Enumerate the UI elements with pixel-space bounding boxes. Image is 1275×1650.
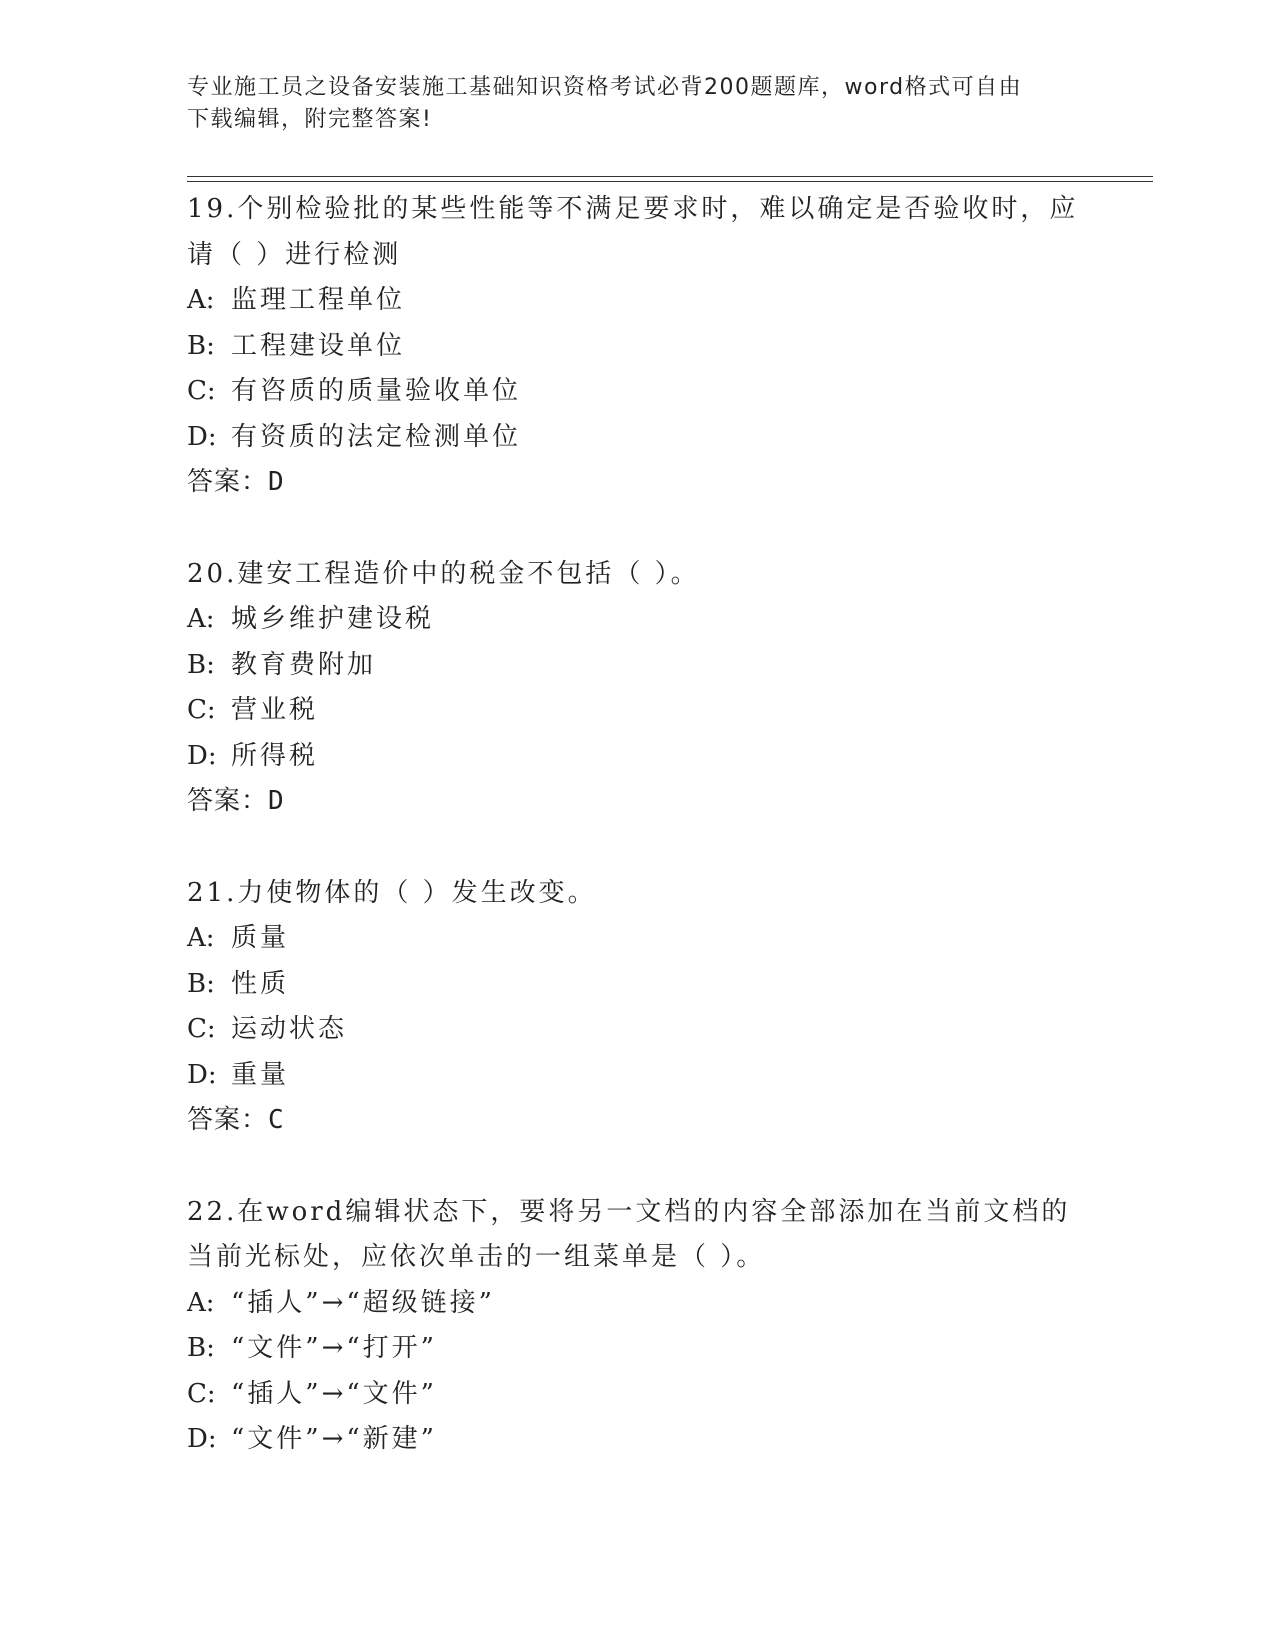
answer-line — [187, 460, 1147, 506]
option-letter: C: — [187, 1014, 216, 1044]
option-text: 性质 — [231, 968, 290, 999]
option-b — [187, 1326, 1147, 1372]
header-line-2: 下载编辑，附完整答案! — [187, 107, 433, 132]
option-d — [187, 415, 1147, 461]
option-letter: A: — [187, 604, 215, 634]
option-letter: C: — [187, 376, 216, 406]
question-22 — [187, 1190, 1147, 1463]
option-text: 监理工程单位 — [231, 285, 406, 315]
option-text: 重量 — [231, 1059, 290, 1090]
answer-value: C — [268, 1105, 284, 1135]
option-c — [187, 688, 1147, 734]
question-text-line: 19.个别检验批的某些性能等不满足要求时，难以确定是否验收时，应 — [187, 194, 1079, 224]
document-header — [187, 72, 1077, 136]
question-text-line: 22.在word编辑状态下，要将另一文档的内容全部添加在当前文档的 — [187, 1196, 1071, 1227]
option-text: “文件”→“新建” — [231, 1424, 437, 1454]
option-text: 质量 — [231, 923, 290, 953]
option-letter: A: — [187, 1287, 215, 1318]
question-text-line: 20.建安工程造价中的税金不包括（ ）。 — [187, 558, 700, 589]
option-text: 城乡维护建设税 — [231, 604, 435, 634]
option-letter: A: — [187, 923, 215, 953]
option-letter: C: — [187, 695, 216, 725]
option-text: 工程建设单位 — [231, 330, 406, 361]
question-text-line: 当前光标处，应依次单击的一组菜单是（ ）。 — [187, 1242, 766, 1272]
option-d — [187, 1417, 1147, 1463]
option-b — [187, 324, 1147, 370]
header-divider-bottom — [187, 181, 1153, 182]
option-text: 有咨质的质量验收单位 — [231, 376, 522, 406]
option-text: “插人”→“文件” — [231, 1378, 437, 1409]
answer-value: D — [268, 786, 284, 816]
question-text-line: 21.力使物体的（ ）发生改变。 — [187, 877, 597, 908]
option-letter: D: — [187, 1424, 217, 1454]
question-list — [187, 187, 1147, 1509]
option-text: 所得税 — [231, 740, 319, 771]
question-19 — [187, 187, 1147, 506]
question-text-line: 请（ ）进行检测 — [187, 239, 402, 270]
question-21 — [187, 871, 1147, 1144]
option-letter: D: — [187, 1059, 217, 1090]
option-letter: D: — [187, 421, 217, 452]
option-a — [187, 916, 1147, 962]
option-a — [187, 1281, 1147, 1327]
option-letter: B: — [187, 1333, 215, 1363]
answer-line — [187, 779, 1147, 825]
option-b — [187, 962, 1147, 1008]
option-c — [187, 369, 1147, 415]
option-text: 营业税 — [231, 695, 319, 725]
option-letter: A: — [187, 285, 215, 315]
option-d — [187, 734, 1147, 780]
option-c — [187, 1007, 1147, 1053]
header-divider-top — [187, 176, 1153, 177]
header-line-1: 专业施工员之设备安装施工基础知识资格考试必背200题题库，word格式可自由 — [187, 75, 1023, 100]
option-text: “插人”→“超级链接” — [231, 1287, 495, 1318]
option-d — [187, 1053, 1147, 1099]
answer-value: D — [268, 467, 284, 497]
option-text: 运动状态 — [231, 1014, 348, 1044]
option-a — [187, 597, 1147, 643]
option-c — [187, 1372, 1147, 1418]
option-text: 教育费附加 — [231, 649, 377, 680]
option-letter: D: — [187, 740, 217, 771]
answer-label: 答案： — [187, 1105, 269, 1135]
option-letter: B: — [187, 649, 215, 680]
answer-label: 答案： — [187, 467, 269, 497]
option-b — [187, 643, 1147, 689]
question-20 — [187, 552, 1147, 825]
option-a — [187, 278, 1147, 324]
answer-line — [187, 1098, 1147, 1144]
option-text: “文件”→“打开” — [231, 1333, 437, 1363]
option-text: 有资质的法定检测单位 — [231, 421, 522, 452]
option-letter: B: — [187, 968, 215, 999]
option-letter: B: — [187, 330, 215, 361]
answer-label: 答案： — [187, 786, 269, 816]
option-letter: C: — [187, 1378, 216, 1409]
